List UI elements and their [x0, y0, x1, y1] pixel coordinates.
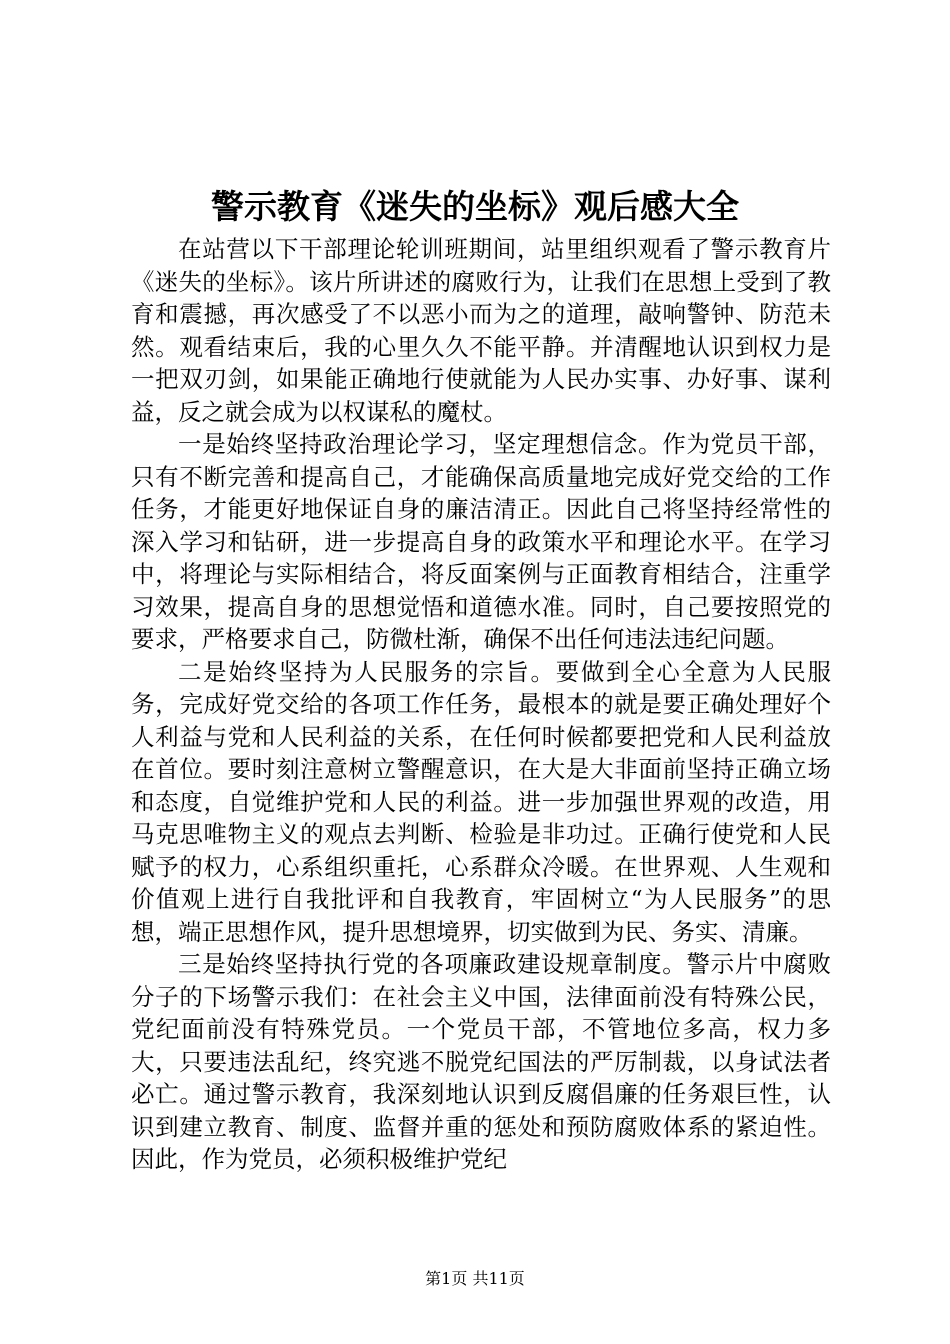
document-title: 警示教育《迷失的坐标》观后感大全: [211, 187, 739, 226]
paragraph-intro: 在站营以下干部理论轮训班期间，站里组织观看了警示教育片《迷失的坐标》。该片所讲述的腐败行为，让我们在思想上受到了教育和震撼，再次感受了不以恶小而为之的道理，敲响警钟、防范未然。观看结束后，我的心里久久不能平静。并清醒地认识到权力是一把双刃剑，如果能正确地行使就能为人民办实事、办好事、谋利益，反之就会成为以权谋私的魔杖。: [131, 235, 831, 426]
document-body: [131, 233, 831, 1176]
paragraph-point-one: 一是始终坚持政治理论学习，坚定理想信念。作为党员干部，只有不断完善和提高自己，才能确保高质量地完成好党交给的工作任务，才能更好地保证自身的廉洁清正。因此自己将坚持经常性的深入学习和钻研，进一步提高自身的政策水平和理论水平。在学习中，将理论与实际相结合，将反面案例与正面教育相结合，注重学习效果，提高自身的思想觉悟和道德水准。同时，自己要按照党的要求，严格要求自己，防微杜渐，确保不出任何违法违纪问题。: [131, 430, 831, 653]
page-number-footer: 第1页 共11页: [425, 1269, 525, 1288]
paragraph-point-two: 二是始终坚持为人民服务的宗旨。要做到全心全意为人民服务，完成好党交给的各项工作任务，最根本的就是要正确处理好个人利益与党和人民利益的关系，在任何时候都要把党和人民利益放在首位。要时刻注意树立警醒意识，在大是大非面前坚持正确立场和态度，自觉维护党和人民的利益。进一步加强世界观的改造，用马克思唯物主义的观点去判断、检验是非功过。正确行使党和人民赋予的权力，心系组织重托，心系群众冷暖。在世界观、人生观和价值观上进行自我批评和自我教育，牢固树立“为人民服务”的思想，端正思想作风，提升思想境界，切实做到为民、务实、清廉。: [131, 657, 831, 946]
paragraph-point-three: 三是始终坚持执行党的各项廉政建设规章制度。警示片中腐败分子的下场警示我们：在社会主义中国，法律面前没有特殊公民，党纪面前没有特殊党员。一个党员干部，不管地位多高，权力多大，只要违法乱纪，终究逃不脱党纪国法的严厉制裁，以身试法者必亡。通过警示教育，我深刻地认识到反腐倡廉的任务艰巨性，认识到建立教育、制度、监督并重的惩处和预防腐败体系的紧迫性。因此，作为党员，必须积极维护党纪: [131, 950, 831, 1173]
